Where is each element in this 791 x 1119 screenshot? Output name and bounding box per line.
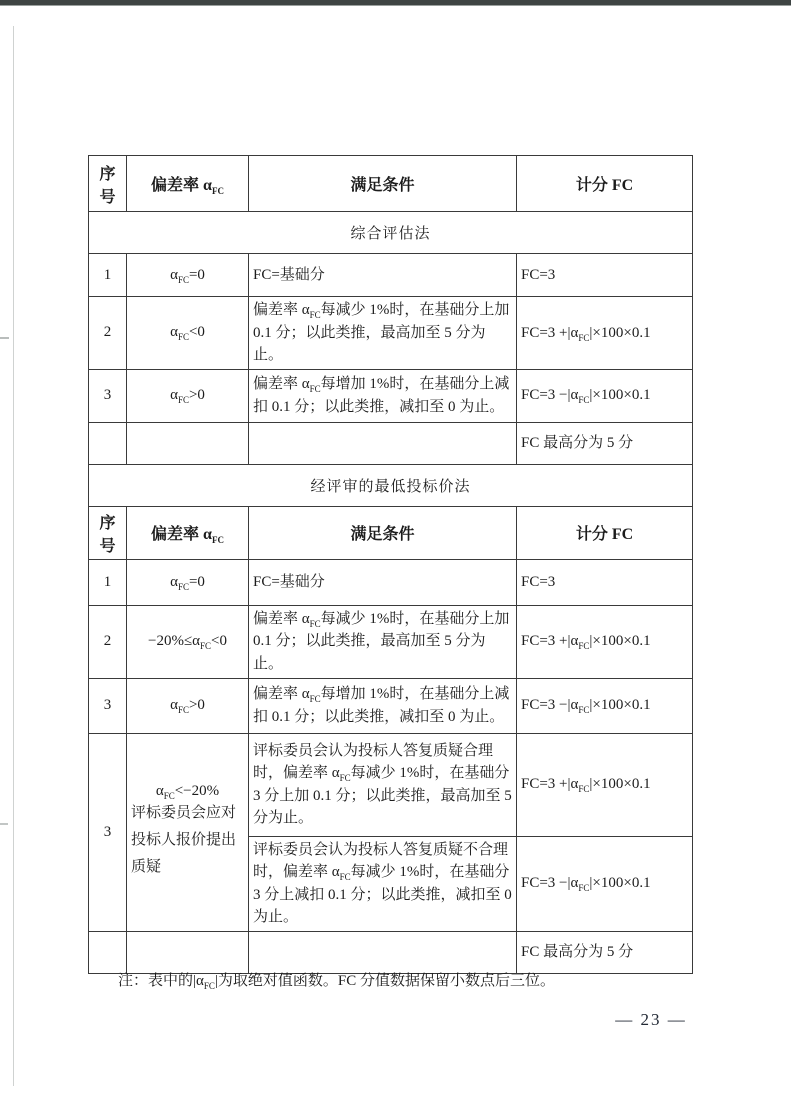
section-title-lowest-bid: 经评审的最低投标价法 (89, 464, 693, 506)
table-row (89, 254, 693, 297)
cell-condition: 偏差率 $\alpha_{FC}$每增加 1%时，在基础分上减扣 0.1 分；以此类推，减扣至 0 为止。 (249, 369, 517, 422)
cell-condition: 偏差率 $\alpha_{FC}$每减少 1%时，在基础分上加 0.1 分；以此类推，最高加至 5 分为止。 (249, 605, 517, 678)
cell-score: $FC=3 -|\alpha_{FC}|\times 100\times 0.1$ (517, 678, 693, 733)
column-header-no: 序号 (89, 506, 127, 559)
cell-deviation: $\alpha_{FC}=0$ (127, 254, 249, 297)
table-row (89, 422, 693, 464)
cell-no (89, 931, 127, 973)
table-header-row (89, 506, 693, 559)
cell-no: 3 (89, 678, 127, 733)
cell-deviation: $\alpha_{FC}>0$ (127, 678, 249, 733)
table-row (89, 559, 693, 605)
scan-mark (0, 337, 9, 339)
section-title-row (89, 464, 693, 506)
cell-no-merged: 3 (89, 733, 127, 931)
cell-no: 2 (89, 605, 127, 678)
cell-deviation (127, 931, 249, 973)
deviation-threshold: $\alpha_{FC}<-20\%$ (155, 783, 220, 801)
cell-condition: 评标委员会认为投标人答复质疑不合理时，偏差率 $\alpha_{FC}$每减少 1%时，在基础分 3 分上减扣 0.1 分；以此类推，减扣至 0 为止。 (249, 836, 517, 931)
cell-score: FC=3 (517, 254, 693, 297)
cell-condition: FC=基础分 (249, 254, 517, 297)
cell-no: 2 (89, 297, 127, 370)
cell-condition: 评标委员会认为投标人答复质疑合理时，偏差率 $\alpha_{FC}$每减少 1%时，在基础分 3 分上加 0.1 分；以此类推，最高加至 5 分为止。 (249, 733, 517, 836)
cell-score: $FC=3 +|\alpha_{FC}|\times 100\times 0.1$ (517, 605, 693, 678)
cell-deviation: $\alpha_{FC}=0$ (127, 559, 249, 605)
cell-condition (249, 931, 517, 973)
table-header-row (89, 156, 693, 212)
table-row (89, 369, 693, 422)
section-title-row (89, 212, 693, 254)
table-row (89, 678, 693, 733)
cell-no: 1 (89, 559, 127, 605)
cell-score-max: FC 最高分为 5 分 (517, 422, 693, 464)
cell-condition: 偏差率 $\alpha_{FC}$每减少 1%时，在基础分上加 0.1 分；以此类推，最高加至 5 分为止。 (249, 297, 517, 370)
table-row (89, 733, 693, 836)
column-header-no: 序号 (89, 156, 127, 212)
cell-deviation (127, 422, 249, 464)
cell-deviation: $-20\%\le\alpha_{FC}<0$ (127, 605, 249, 678)
column-header-deviation: 偏差率 $\alpha_{FC}$ (127, 506, 249, 559)
scan-edge-top (0, 0, 791, 6)
scoring-table (88, 155, 693, 974)
cell-score: $FC=3 +|\alpha_{FC}|\times 100\times 0.1$ (517, 733, 693, 836)
cell-score: $FC=3 -|\alpha_{FC}|\times 100\times 0.1$ (517, 836, 693, 931)
column-header-score: 计分 FC (517, 156, 693, 212)
column-header-condition: 满足条件 (249, 506, 517, 559)
cell-score: $FC=3 -|\alpha_{FC}|\times 100\times 0.1$ (517, 369, 693, 422)
cell-condition (249, 422, 517, 464)
table-row (89, 605, 693, 678)
deviation-description: 评标委员会应对投标人报价提出质疑 (131, 805, 237, 875)
cell-no: 3 (89, 369, 127, 422)
table-note: 注：表中的$|\alpha_{FC}|$为取绝对值函数。FC 分值数据保留小数点后三位。 (118, 973, 555, 991)
cell-no: 1 (89, 254, 127, 297)
cell-score: $FC=3 +|\alpha_{FC}|\times 100\times 0.1$ (517, 297, 693, 370)
cell-score-max: FC 最高分为 5 分 (517, 931, 693, 973)
column-header-score: 计分 FC (517, 506, 693, 559)
cell-no (89, 422, 127, 464)
section-title-comprehensive: 综合评估法 (89, 212, 693, 254)
table-row (89, 931, 693, 973)
cell-condition: 偏差率 $\alpha_{FC}$每增加 1%时，在基础分上减扣 0.1 分；以此类推，减扣至 0 为止。 (249, 678, 517, 733)
page-number: — 23 — (615, 1010, 687, 1029)
cell-deviation-merged (127, 733, 249, 931)
table-row (89, 297, 693, 370)
scan-mark (0, 823, 8, 825)
cell-score: FC=3 (517, 559, 693, 605)
cell-deviation: $\alpha_{FC}<0$ (127, 297, 249, 370)
cell-condition: FC=基础分 (249, 559, 517, 605)
column-header-condition: 满足条件 (249, 156, 517, 212)
column-header-deviation: 偏差率 $\alpha_{FC}$ (127, 156, 249, 212)
cell-deviation: $\alpha_{FC}>0$ (127, 369, 249, 422)
scan-edge-left (13, 26, 14, 1086)
